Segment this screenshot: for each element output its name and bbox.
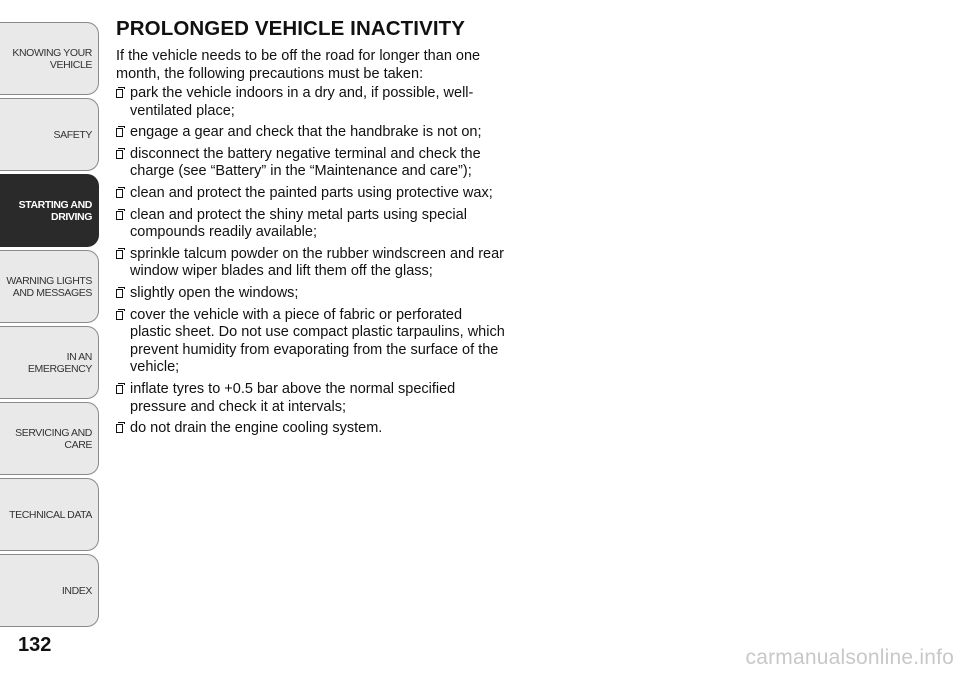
list-item-text: slightly open the windows; [130, 285, 299, 302]
tab-servicing-and-care[interactable]: SERVICING AND CARE [0, 402, 99, 475]
list-item-text: cover the vehicle with a piece of fabric or perforated plastic sheet. Do not use compact plastic tarpaulins, which prevent humidity from evaporating from the surface of the vehicle; [130, 306, 505, 376]
list-item-text: clean and protect the shiny metal parts using special compounds readily available; [130, 206, 467, 241]
list-item-text: disconnect the battery negative terminal and check the charge (see “Battery” in the “Maintenance and care”); [130, 145, 481, 180]
checkbox-bullet-icon [116, 150, 123, 159]
list-item-text: inflate tyres to +0.5 bar above the normal specified pressure and check it at intervals; [130, 381, 456, 415]
list-item [116, 285, 506, 303]
checkbox-bullet-icon [116, 211, 123, 220]
list-item-text: do not drain the engine cooling system. [130, 420, 383, 437]
list-item [116, 420, 506, 438]
tab-warning-lights-and-messages[interactable]: WARNING LIGHTS AND MESSAGES [0, 250, 99, 323]
list-item-text: park the vehicle indoors in a dry and, if possible, well-ventilated place; [130, 85, 474, 119]
precautions-list [116, 85, 506, 438]
list-item-text: sprinkle talcum powder on the rubber windscreen and rear window wiper blades and lift them off the glass; [130, 245, 504, 280]
tab-index[interactable]: INDEX [0, 554, 99, 627]
list-item-text: clean and protect the painted parts using protective wax; [130, 185, 493, 202]
tab-in-an-emergency[interactable]: IN AN EMERGENCY [0, 326, 99, 399]
tab-knowing-your-vehicle[interactable]: KNOWING YOUR VEHICLE [0, 22, 99, 95]
checkbox-bullet-icon [116, 89, 123, 98]
list-item [116, 207, 506, 242]
page-title: PROLONGED VEHICLE INACTIVITY [116, 17, 466, 40]
list-item [116, 146, 506, 181]
list-item [116, 185, 506, 203]
list-item [116, 85, 506, 120]
tab-safety[interactable]: SAFETY [0, 98, 99, 171]
watermark: carmanualsonline.info [745, 646, 954, 669]
checkbox-bullet-icon [116, 385, 123, 394]
checkbox-bullet-icon [116, 311, 123, 320]
list-item [116, 246, 506, 281]
checkbox-bullet-icon [116, 128, 123, 137]
page-number: 132 [18, 634, 52, 656]
list-item-text: engage a gear and check that the handbrake is not on; [130, 124, 482, 141]
tab-technical-data[interactable]: TECHNICAL DATA [0, 478, 99, 551]
checkbox-bullet-icon [116, 289, 123, 298]
checkbox-bullet-icon [116, 250, 123, 259]
checkbox-bullet-icon [116, 189, 123, 198]
list-item [116, 381, 506, 416]
intro-paragraph: If the vehicle needs to be off the road for longer than one month, the following precautions must be taken: [116, 48, 481, 82]
list-item [116, 307, 506, 377]
page-content [116, 16, 506, 442]
checkbox-bullet-icon [116, 424, 123, 433]
tab-starting-and-driving[interactable]: STARTING AND DRIVING [0, 174, 99, 247]
list-item [116, 124, 506, 142]
